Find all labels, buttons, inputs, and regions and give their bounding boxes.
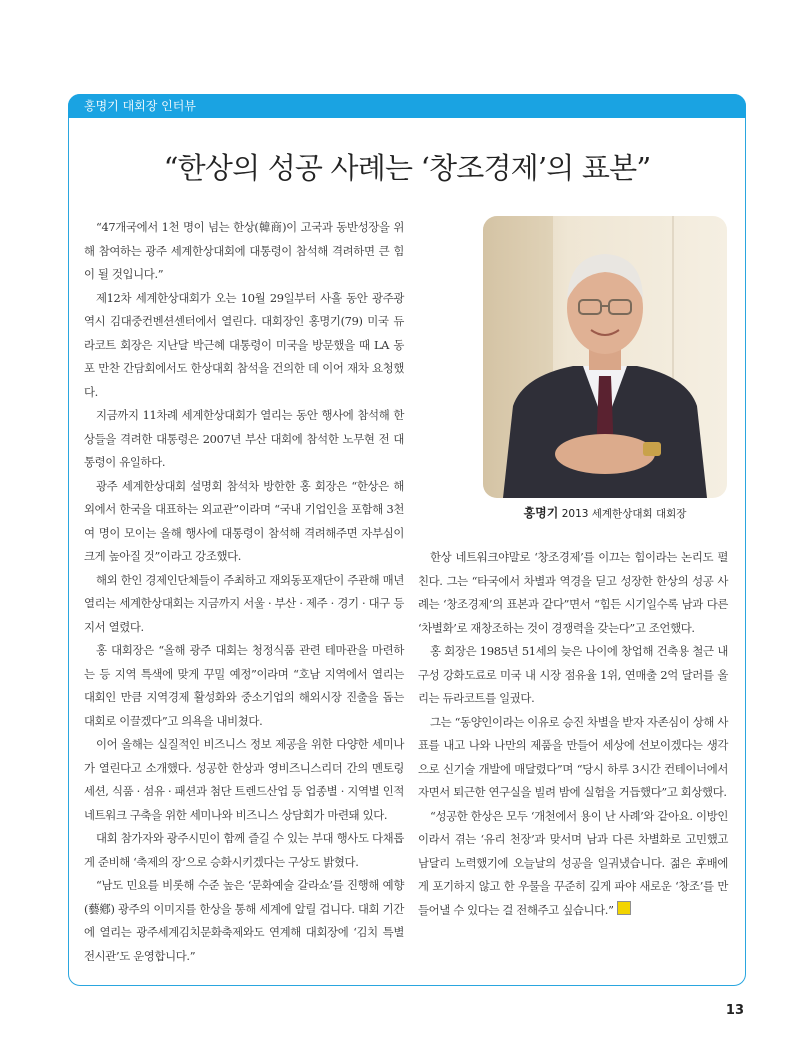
paragraph-last bbox=[418, 805, 728, 923]
paragraph: 광주 세계한상대회 설명회 참석차 방한한 홍 회장은 “한상은 해외에서 한국을 대표하는 외교관”이라며 “국내 기업인을 포함해 3천여 명이 모이는 올해 행사에 대통령이 참석해 격려해주면 자부심이 크게 높아질 것”이라고 강조했다. bbox=[84, 478, 404, 563]
left-column bbox=[84, 216, 404, 968]
paragraph: 그는 “동양인이라는 이유로 승진 차별을 받자 자존심이 상해 사표를 내고 나와 나만의 제품을 만들어 세상에 선보이겠다는 생각으로 신기술 개발에 매달렸다”며 “당시 하루 3시간 컨테이너에서 자면서 퇴근한 연구실을 빌려 밤에 실험을 거듭했다”고 회상했다. bbox=[418, 714, 728, 799]
paragraph: 이어 올해는 실질적인 비즈니스 정보 제공을 위한 다양한 세미나가 열린다고 소개했다. 성공한 한상과 영비즈니스리더 간의 멘토링 세션, 식품 · 섬유 · 패션과 첨단 트렌드산업 등 업종별 · 지역별 인적 네트워크 구축을 위한 세미나와 비즈니스 상담회가 마련돼 있다. bbox=[84, 737, 404, 822]
paragraph-last-text: “성공한 한상은 모두 ‘개천에서 용이 난 사례’와 같아요. 이방인이라서 겪는 ‘유리 천장’과 맞서며 남과 다른 차별화로 고민했고 남달리 노력했기에 오늘날의 성공을 일궈냈습니다. 젊은 후배에게 포기하지 않고 한 우물을 꾸준히 깊게 파야 새로운 ‘창조’를 만들어낼 수 있다는 걸 전해주고 싶습니다.” bbox=[418, 808, 728, 917]
right-column bbox=[418, 546, 728, 922]
section-tab-label: 홍명기 대회장 인터뷰 bbox=[84, 99, 196, 113]
photo-caption bbox=[483, 504, 727, 521]
page-number: 13 bbox=[725, 1003, 744, 1018]
paragraph: 홍 대회장은 “올해 광주 대회는 청정식품 관련 테마관을 마련하는 등 지역 특색에 맞게 꾸밀 예정”이라며 “호남 지역에서 열리는 대회인 만큼 지역경제 활성화와 중소기업의 해외시장 진출을 돕는 대회로 이끌겠다”고 의욕을 내비쳤다. bbox=[84, 643, 404, 728]
paragraph: 한상 네트워크야말로 ‘창조경제’를 이끄는 힘이라는 논리도 펼친다. 그는 “타국에서 차별과 역경을 딛고 성장한 한상의 성공 사례는 ‘창조경제’의 표본과 같다”면서 “힘든 시기일수록 남과 다른 ‘차별화’로 재창조하는 것이 경쟁력을 갖는다”고 조언했다. bbox=[418, 550, 728, 635]
paragraph: 대회 참가자와 광주시민이 함께 즐길 수 있는 부대 행사도 다채롭게 준비해 ‘축제의 장’으로 승화시키겠다는 구상도 밝혔다. bbox=[84, 831, 404, 869]
paragraph: “남도 민요를 비롯해 수준 높은 ‘문화예술 갈라쇼’를 진행해 예향(藝鄕) 광주의 이미지를 한상을 통해 세계에 알릴 겁니다. 대회 기간에 열리는 광주세계김치문화축제와도 연계해 대회장에 ‘김치 특별 전시관’도 운영합니다.” bbox=[84, 878, 404, 963]
paragraph: “47개국에서 1천 명이 넘는 한상(韓商)이 고국과 동반성장을 위해 참여하는 광주 세계한상대회에 대통령이 참석해 격려하면 큰 힘이 될 것입니다.” bbox=[84, 220, 404, 281]
paragraph: 해외 한인 경제인단체들이 주최하고 재외동포재단이 주관해 매년 열리는 세계한상대회는 지금까지 서울 · 부산 · 제주 · 경기 · 대구 등지서 열렸다. bbox=[84, 572, 404, 634]
article-headline: “한상의 성공 사례는 ‘창조경제’의 표본” bbox=[163, 151, 651, 185]
paragraph: 홍 회장은 1985년 51세의 늦은 나이에 창업해 건축용 철근 내구성 강화도료로 미국 내 시장 점유율 1위, 연매출 2억 달러를 올리는 듀라코트를 일궜다. bbox=[418, 644, 728, 705]
caption-title: 2013 세계한상대회 대회장 bbox=[558, 508, 687, 520]
portrait-photo bbox=[483, 216, 727, 498]
caption-name: 홍명기 bbox=[523, 506, 559, 520]
paragraph: 지금까지 11차례 세계한상대회가 열리는 동안 행사에 참석해 한상들을 격려한 대통령은 2007년 부산 대회에 참석한 노무현 전 대통령이 유일하다. bbox=[84, 408, 404, 469]
end-of-article-mark-icon bbox=[617, 901, 631, 915]
paragraph: 제12차 세계한상대회가 오는 10월 29일부터 사흘 동안 광주광역시 김대중컨벤션센터에서 열린다. 대회장인 홍명기(79) 미국 듀라코트 회장은 지난달 박근혜 대통령이 미국을 방문했을 때 LA 동포 만찬 간담회에서도 한상대회 참석을 건의한 데 이어 재차 요청했다. bbox=[84, 290, 404, 399]
